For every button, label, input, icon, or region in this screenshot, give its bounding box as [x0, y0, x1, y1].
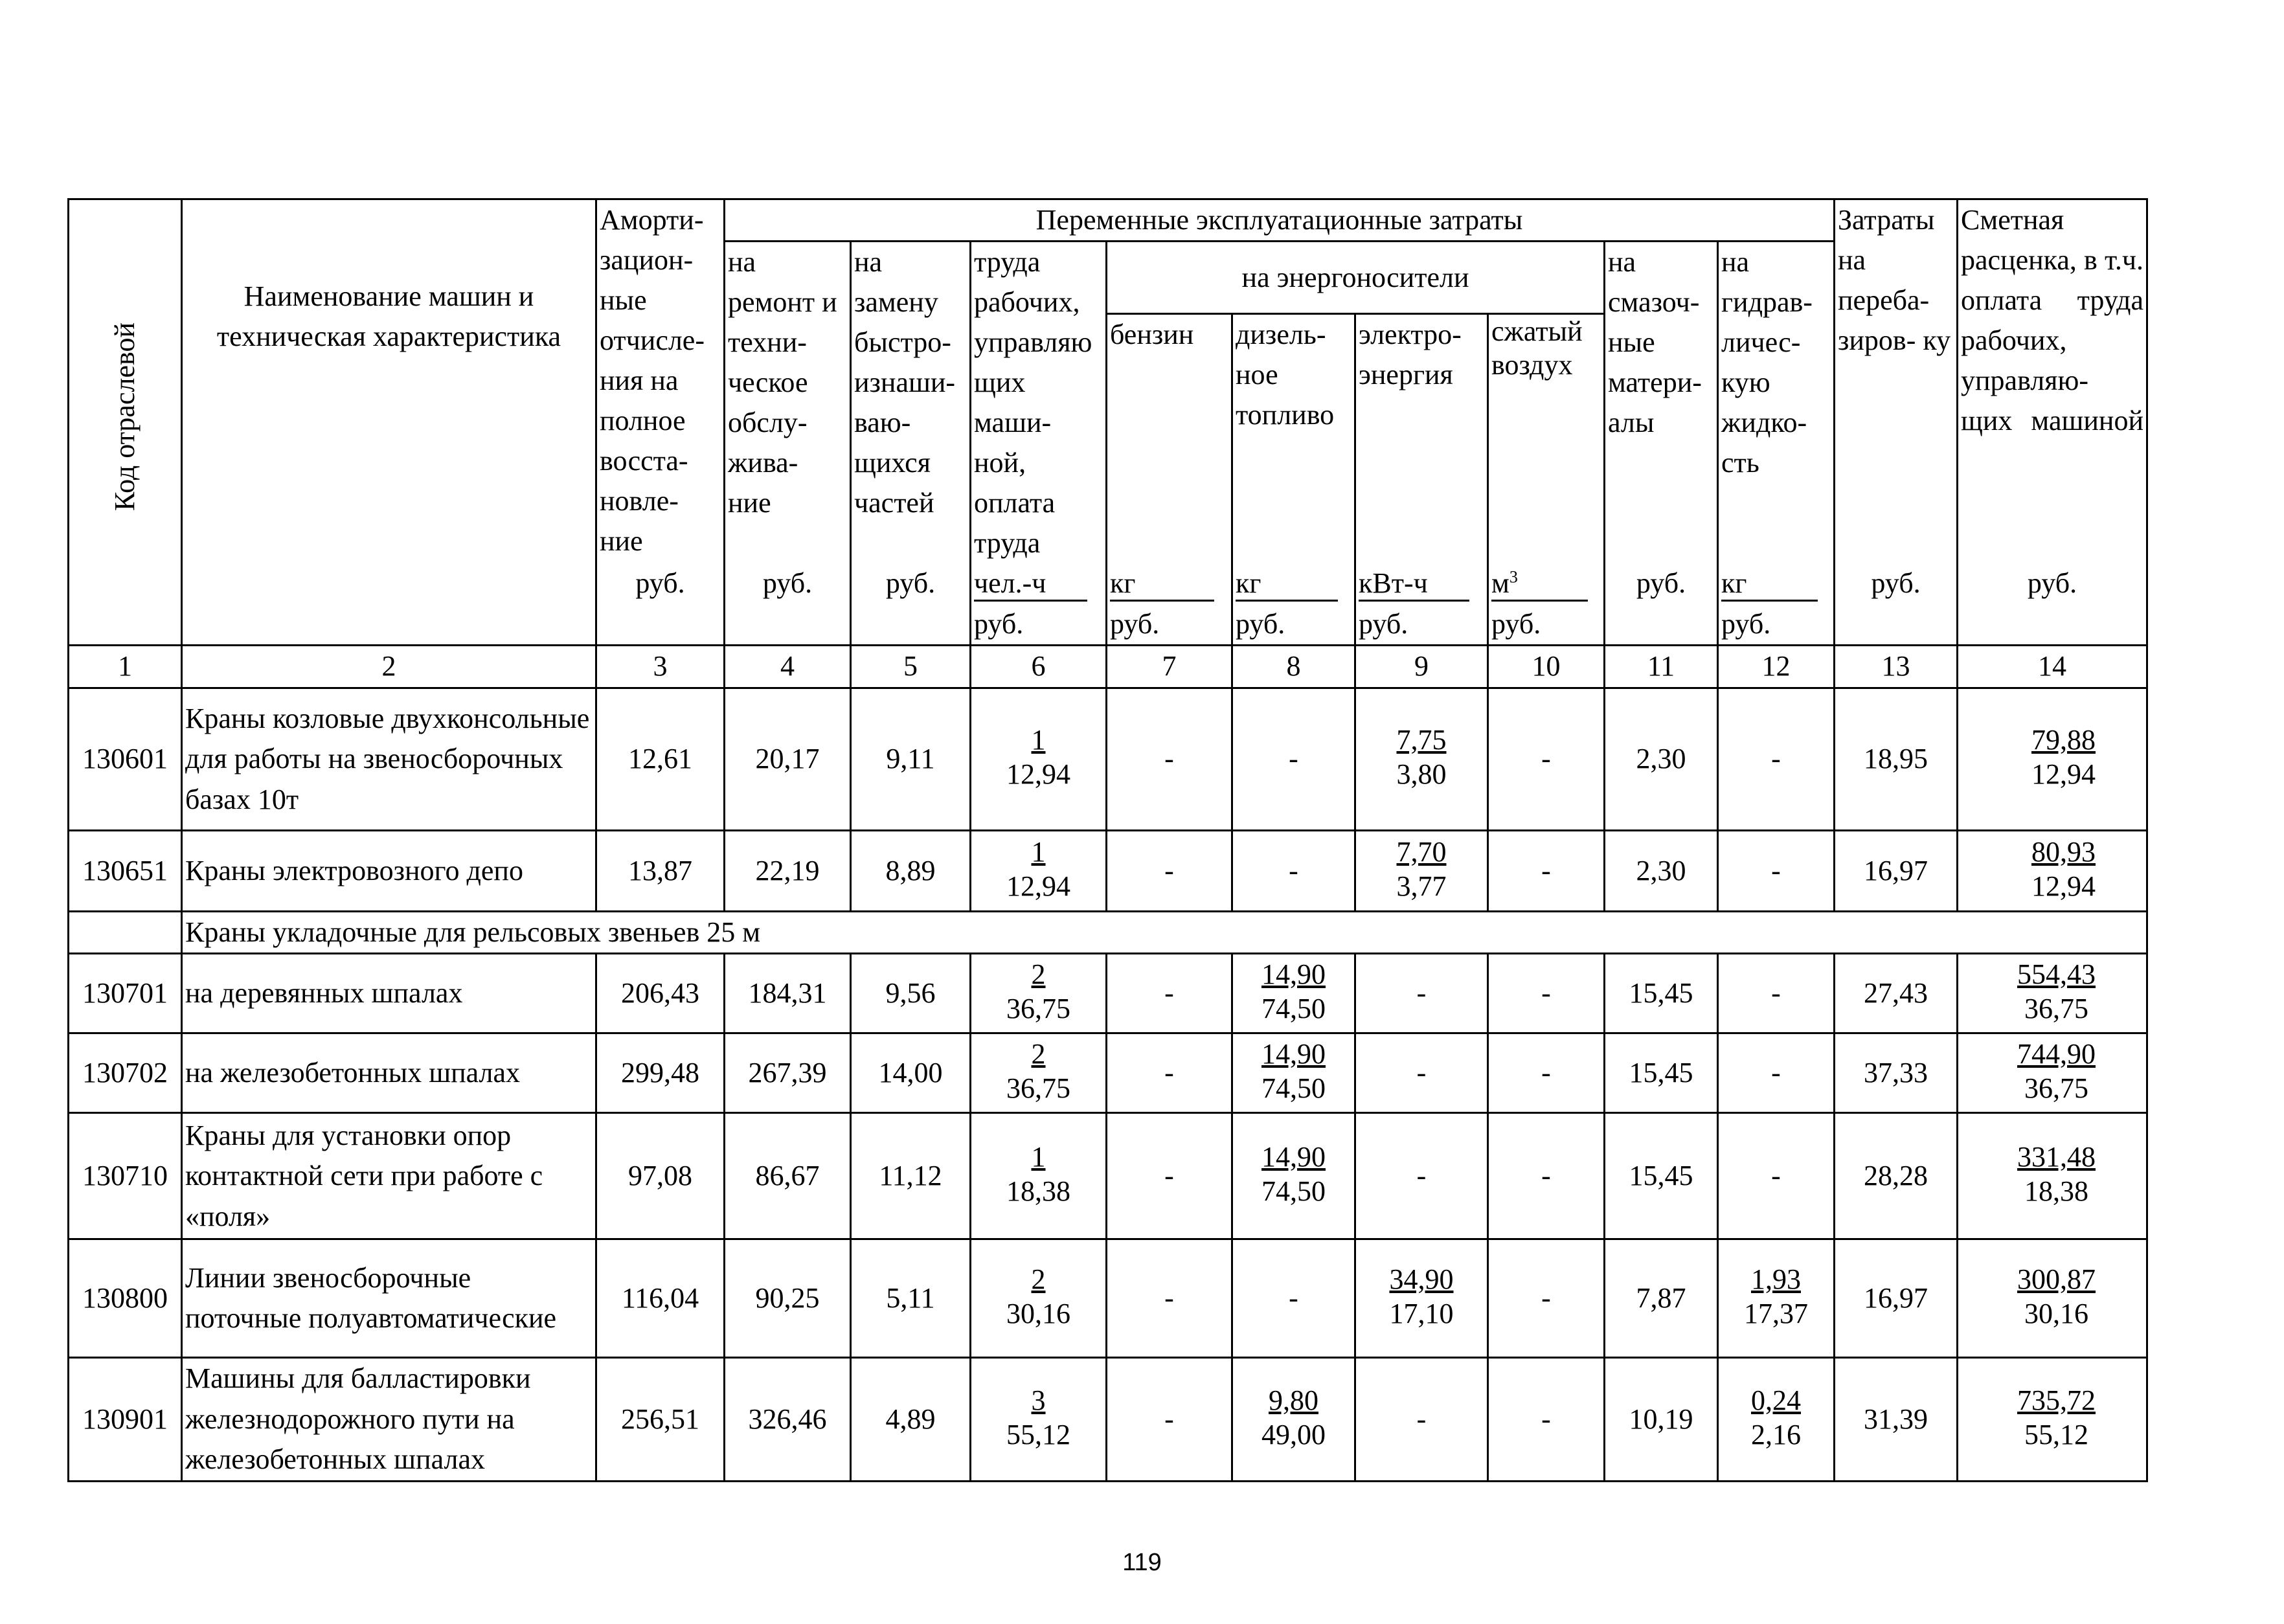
column-number: 6: [971, 646, 1107, 688]
lubricant-value: 7,87: [1605, 1239, 1718, 1358]
header-estimate-unit: руб.: [1958, 563, 2147, 645]
machine-code: 130901: [69, 1358, 182, 1481]
header-lubricant-unit: руб.: [1605, 563, 1718, 645]
header-petrol-unit: кг руб.: [1107, 563, 1232, 645]
repair-value: 90,25: [725, 1239, 851, 1358]
table-row: [69, 1239, 2147, 1358]
machine-costs-table: [67, 198, 2148, 1482]
diesel-value: [1232, 1033, 1355, 1113]
relocation-value: 16,97: [1835, 830, 1958, 911]
air-value: -: [1488, 688, 1605, 830]
amortization-value: 97,08: [596, 1113, 725, 1239]
lubricant-value: 10,19: [1605, 1358, 1718, 1481]
column-number: 7: [1107, 646, 1232, 688]
labor-value: [971, 1358, 1107, 1481]
header-electric: электро- энергия: [1355, 314, 1488, 564]
header-labor: труда рабочих, управляю щих маши- ной, оплата труда: [971, 242, 1107, 564]
machine-name: Машины для балластировки железнодорожного пути на железобетонных шпалах: [182, 1358, 596, 1481]
header-code: Код отраслевой: [69, 199, 182, 646]
amortization-value: 256,51: [596, 1358, 725, 1481]
labor-value: [971, 830, 1107, 911]
column-number: 14: [1958, 646, 2147, 688]
machine-code: 130702: [69, 1033, 182, 1113]
estimate-fraction: $\frac{300,87}{30,16}$: [2017, 1263, 2096, 1329]
estimate-fraction: $\frac{331,48}{18,38}$: [2017, 1141, 2096, 1207]
repair-value: 22,19: [725, 830, 851, 911]
electric-value: [1355, 688, 1488, 830]
machine-name: на железобетонных шпалах: [182, 1033, 596, 1113]
replace-value: 11,12: [851, 1113, 971, 1239]
air-value: -: [1488, 1358, 1605, 1481]
electric-value: [1355, 830, 1488, 911]
table-row: [69, 954, 2147, 1033]
petrol-value: -: [1107, 688, 1232, 830]
column-number: 4: [725, 646, 851, 688]
labor-fraction: $\frac{2}{36,75}$: [1006, 1038, 1070, 1104]
header-hydraulic-unit: кг руб.: [1718, 563, 1835, 645]
lubricant-value: 2,30: [1605, 688, 1718, 830]
column-number: 13: [1835, 646, 1958, 688]
estimate-fraction: $\frac{80,93}{12,94}$: [2031, 835, 2096, 902]
header-labor-unit: чел.-ч руб.: [971, 563, 1107, 645]
repair-value: 184,31: [725, 954, 851, 1033]
amortization-value: 206,43: [596, 954, 725, 1033]
column-number: 1: [69, 646, 182, 688]
column-number: 10: [1488, 646, 1605, 688]
relocation-value: 27,43: [1835, 954, 1958, 1033]
repair-value: 267,39: [725, 1033, 851, 1113]
diesel-value: [1232, 1358, 1355, 1481]
header-name: Наименование машин и техническая характеристика: [182, 199, 596, 646]
petrol-value: -: [1107, 1113, 1232, 1239]
group-row: [69, 911, 2147, 953]
page-number: 119: [1122, 1549, 1162, 1576]
header-lubricant: на смазоч- ные матери- алы: [1605, 242, 1718, 564]
electric-fraction: $\frac{7,75}{3,80}$: [1396, 724, 1447, 791]
petrol-value: -: [1107, 830, 1232, 911]
estimate-fraction: $\frac{79,88}{12,94}$: [2031, 724, 2096, 791]
machine-code: 130601: [69, 688, 182, 830]
petrol-value: -: [1107, 954, 1232, 1033]
header-amortization: Аморти- зацион- ные отчисле- ния на полное восста- новле- ние: [596, 199, 725, 564]
hydraulic-fraction: $\frac{0,24}{2,16}$: [1751, 1384, 1801, 1450]
estimate-value: [1958, 1358, 2147, 1481]
electric-fraction: $\frac{7,70}{3,77}$: [1396, 835, 1447, 902]
electric-fraction: $\frac{34,90}{17,10}$: [1389, 1263, 1454, 1329]
machine-code: 130800: [69, 1239, 182, 1358]
labor-fraction: $\frac{2}{36,75}$: [1006, 958, 1070, 1024]
table-row: [69, 830, 2147, 911]
header-energy: на энергоносители: [1107, 242, 1605, 314]
column-number: 3: [596, 646, 725, 688]
amortization-value: 13,87: [596, 830, 725, 911]
column-number: 9: [1355, 646, 1488, 688]
estimate-value: [1958, 1033, 2147, 1113]
repair-value: 326,46: [725, 1358, 851, 1481]
electric-value: -: [1355, 1033, 1488, 1113]
labor-value: [971, 1033, 1107, 1113]
replace-value: 4,89: [851, 1358, 971, 1481]
column-number: 5: [851, 646, 971, 688]
repair-value: 86,67: [725, 1113, 851, 1239]
diesel-value: -: [1232, 830, 1355, 911]
lubricant-value: 15,45: [1605, 1113, 1718, 1239]
labor-value: [971, 1239, 1107, 1358]
machine-code: 130710: [69, 1113, 182, 1239]
diesel-value: [1232, 954, 1355, 1033]
labor-fraction: $\frac{3}{55,12}$: [1006, 1384, 1070, 1450]
diesel-fraction: $\frac{9,80}{49,00}$: [1261, 1384, 1326, 1450]
electric-value: [1355, 1239, 1488, 1358]
replace-value: 8,89: [851, 830, 971, 911]
amortization-value: 116,04: [596, 1239, 725, 1358]
relocation-value: 37,33: [1835, 1033, 1958, 1113]
diesel-fraction: $\frac{14,90}{74,50}$: [1261, 1141, 1326, 1207]
hydraulic-fraction: $\frac{1,93}{17,37}$: [1744, 1263, 1808, 1329]
header-hydraulic: на гидрав- личес- кую жидко- сть: [1718, 242, 1835, 564]
air-value: -: [1488, 954, 1605, 1033]
hydraulic-value: -: [1718, 1113, 1835, 1239]
air-value: -: [1488, 830, 1605, 911]
lubricant-value: 2,30: [1605, 830, 1718, 911]
machine-code: 130701: [69, 954, 182, 1033]
replace-value: 9,56: [851, 954, 971, 1033]
header-diesel: дизель- ное топливо: [1232, 314, 1355, 564]
labor-value: [971, 1113, 1107, 1239]
diesel-value: [1232, 1113, 1355, 1239]
labor-fraction: $\frac{2}{30,16}$: [1006, 1263, 1070, 1329]
header-replace: на замену быстро- изнаши- ваю- щихся частей: [851, 242, 971, 564]
column-number: 2: [182, 646, 596, 688]
hydraulic-value: -: [1718, 688, 1835, 830]
table-row: [69, 1358, 2147, 1481]
table-row: [69, 1113, 2147, 1239]
relocation-value: 16,97: [1835, 1239, 1958, 1358]
labor-fraction: $\frac{1}{12,94}$: [1006, 724, 1070, 791]
group-title: Краны укладочные для рельсовых звеньев 25 м: [182, 911, 2147, 953]
electric-value: -: [1355, 1358, 1488, 1481]
header-estimate: Сметная расценка, в т.ч. оплата труда рабочих, управляю- щих машиной: [1958, 199, 2147, 564]
relocation-value: 28,28: [1835, 1113, 1958, 1239]
column-number: 8: [1232, 646, 1355, 688]
table-row: [69, 1033, 2147, 1113]
hydraulic-value: -: [1718, 1033, 1835, 1113]
header-relocation-unit: руб.: [1835, 563, 1958, 645]
labor-value: [971, 688, 1107, 830]
header-amort-unit: руб.: [596, 563, 725, 645]
estimate-fraction: $\frac{554,43}{36,75}$: [2017, 958, 2096, 1024]
air-value: -: [1488, 1033, 1605, 1113]
estimate-value: [1958, 1113, 2147, 1239]
estimate-value: [1958, 954, 2147, 1033]
replace-value: 14,00: [851, 1033, 971, 1113]
estimate-value: [1958, 1239, 2147, 1358]
lubricant-value: 15,45: [1605, 954, 1718, 1033]
labor-value: [971, 954, 1107, 1033]
petrol-value: -: [1107, 1358, 1232, 1481]
header-replace-unit: руб.: [851, 563, 971, 645]
electric-value: -: [1355, 1113, 1488, 1239]
replace-value: 9,11: [851, 688, 971, 830]
machine-name: Линии звеносборочные поточные полуавтоматические: [182, 1239, 596, 1358]
table-body: [69, 688, 2147, 1481]
labor-fraction: $\frac{1}{12,94}$: [1006, 835, 1070, 902]
repair-value: 20,17: [725, 688, 851, 830]
column-number: 11: [1605, 646, 1718, 688]
amortization-value: 299,48: [596, 1033, 725, 1113]
amortization-value: 12,61: [596, 688, 725, 830]
column-numbers-row: [69, 646, 2147, 688]
diesel-value: -: [1232, 688, 1355, 830]
machine-code: 130651: [69, 830, 182, 911]
diesel-fraction: $\frac{14,90}{74,50}$: [1261, 958, 1326, 1024]
relocation-value: 18,95: [1835, 688, 1958, 830]
machine-name: Краны козловые двухконсольные для работы на звеносборочных базах 10т: [182, 688, 596, 830]
air-value: -: [1488, 1113, 1605, 1239]
column-number: 12: [1718, 646, 1835, 688]
estimate-fraction: $\frac{735,72}{55,12}$: [2017, 1384, 2096, 1450]
header-air: сжатый воздух: [1488, 314, 1605, 564]
machine-name: на деревянных шпалах: [182, 954, 596, 1033]
header-diesel-unit: кг руб.: [1232, 563, 1355, 645]
header-repair: на ремонт и техни- ческое обслу- жива- ние: [725, 242, 851, 564]
table-row: [69, 688, 2147, 830]
header-variable-costs: Переменные эксплуатационные затраты: [725, 199, 1835, 242]
electric-value: -: [1355, 954, 1488, 1033]
diesel-value: -: [1232, 1239, 1355, 1358]
petrol-value: -: [1107, 1033, 1232, 1113]
header-relocation: Затраты на переба- зиров- ку: [1835, 199, 1958, 564]
replace-value: 5,11: [851, 1239, 971, 1358]
hydraulic-value: [1718, 1239, 1835, 1358]
lubricant-value: 15,45: [1605, 1033, 1718, 1113]
hydraulic-value: -: [1718, 954, 1835, 1033]
relocation-value: 31,39: [1835, 1358, 1958, 1481]
table-header: [69, 199, 2147, 688]
header-electric-unit: кВт-ч руб.: [1355, 563, 1488, 645]
header-petrol: бензин: [1107, 314, 1232, 564]
labor-fraction: $\frac{1}{18,38}$: [1006, 1141, 1070, 1207]
estimate-value: [1958, 830, 2147, 911]
hydraulic-value: [1718, 1358, 1835, 1481]
estimate-value: [1958, 688, 2147, 830]
group-code-cell: [69, 911, 182, 953]
header-repair-unit: руб.: [725, 563, 851, 645]
hydraulic-value: -: [1718, 830, 1835, 911]
diesel-fraction: $\frac{14,90}{74,50}$: [1261, 1038, 1326, 1104]
machine-name: Краны для установки опор контактной сети при работе с «поля»: [182, 1113, 596, 1239]
header-air-unit: $м^3$ руб.: [1488, 563, 1605, 645]
air-value: -: [1488, 1239, 1605, 1358]
machine-name: Краны электровозного депо: [182, 830, 596, 911]
estimate-fraction: $\frac{744,90}{36,75}$: [2017, 1038, 2096, 1104]
petrol-value: -: [1107, 1239, 1232, 1358]
